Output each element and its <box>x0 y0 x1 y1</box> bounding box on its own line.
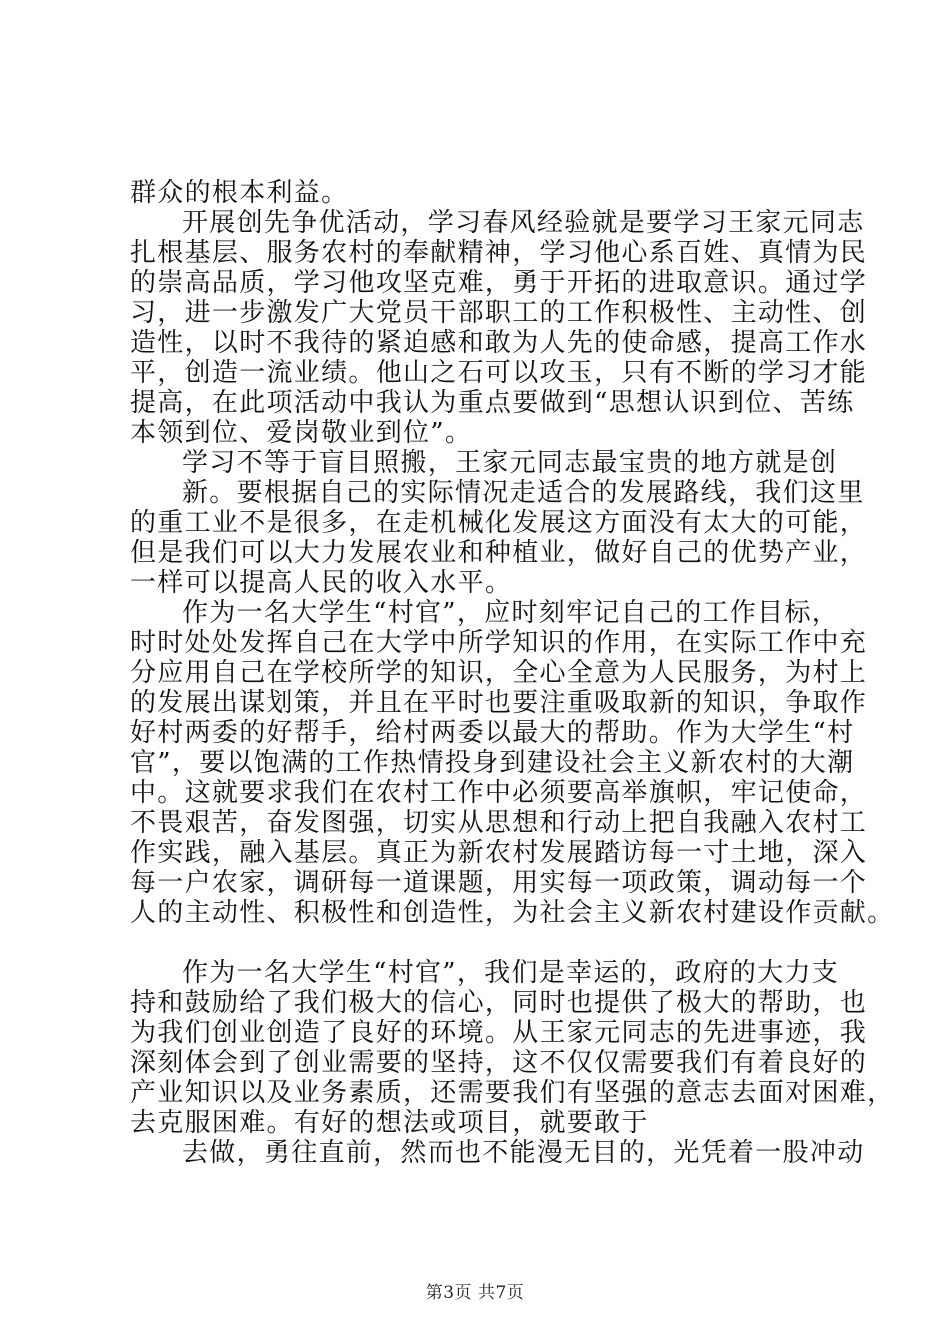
text-line: 新。要根据自己的实际情况走适合的发展路线，我们这里 <box>182 478 865 508</box>
text-line: 去克服困难。有好的想法或项目，就要敢于 <box>130 1108 649 1138</box>
page-number-footer: 第3页 共7页 <box>425 1283 525 1303</box>
text-line: 平，创造一流业绩。他山之石可以攻玉，只有不断的学习才能 <box>130 358 868 388</box>
text-line: 作为一名大学生“村官”，我们是幸运的，政府的大力支 <box>182 958 840 988</box>
text-line: 群众的根本利益。 <box>130 178 349 208</box>
text-line: 造性，以时不我待的紧迫感和敢为人先的使命感，提高工作水 <box>130 328 868 358</box>
text-line: 本领到位、爱岗敬业到位”。 <box>130 418 473 448</box>
text-line: 每一户农家，调研每一道课题，用实每一项政策，调动每一个 <box>130 868 868 898</box>
text-line: 深刻体会到了创业需要的坚持，这不仅仅需要我们有着良好的 <box>130 1048 868 1078</box>
text-line: 中。这就要求我们在农村工作中必须要高举旗帜，牢记使命， <box>130 778 868 808</box>
text-line: 的崇高品质，学习他攻坚克难，勇于开拓的进取意识。通过学 <box>130 268 868 298</box>
text-line: 人的主动性、积极性和创造性，为社会主义新农村建设作贡献。 <box>130 898 895 928</box>
text-line: 学习不等于盲目照搬，王家元同志最宝贵的地方就是创 <box>182 448 838 478</box>
text-line: 去做，勇往直前，然而也不能漫无目的，光凭着一股冲动 <box>182 1138 865 1168</box>
text-line: 提高，在此项活动中我认为重点要做到“思想认识到位、苦练 <box>130 388 855 418</box>
text-line: 习，进一步激发广大党员干部职工的工作积极性、主动性、创 <box>130 298 868 328</box>
text-line: 扎根基层、服务农村的奉献精神，学习他心系百姓、真情为民 <box>130 238 868 268</box>
text-line: 产业知识以及业务素质，还需要我们有坚强的意志去面对困难， <box>130 1078 895 1108</box>
text-line: 作实践，融入基层。真正为新农村发展踏访每一寸土地，深入 <box>130 838 868 868</box>
text-line: 分应用自己在学校所学的知识，全心全意为人民服务，为村上 <box>130 658 868 688</box>
text-line: 一样可以提高人民的收入水平。 <box>130 568 513 598</box>
text-line: 开展创先争优活动，学习春风经验就是要学习王家元同志 <box>182 208 865 238</box>
text-line: 作为一名大学生“村官”，应时刻牢记自己的工作目标， <box>182 598 840 628</box>
text-line: 的发展出谋划策，并且在平时也要注重吸取新的知识，争取作 <box>130 688 868 718</box>
text-line: 官”，要以饱满的工作热情投身到建设社会主义新农村的大潮 <box>130 748 855 778</box>
text-line: 但是我们可以大力发展农业和种植业，做好自己的优势产业， <box>130 538 868 568</box>
text-line: 不畏艰苦，奋发图强，切实从思想和行动上把自我融入农村工 <box>130 808 868 838</box>
text-line: 的重工业不是很多，在走机械化发展这方面没有太大的可能， <box>130 508 868 538</box>
text-line: 时时处处发挥自己在大学中所学知识的作用，在实际工作中充 <box>130 628 868 658</box>
text-line: 为我们创业创造了良好的环境。从王家元同志的先进事迹，我 <box>130 1018 868 1048</box>
text-line: 持和鼓励给了我们极大的信心，同时也提供了极大的帮助，也 <box>130 988 868 1018</box>
text-line: 好村两委的好帮手，给村两委以最大的帮助。作为大学生“村 <box>130 718 855 748</box>
